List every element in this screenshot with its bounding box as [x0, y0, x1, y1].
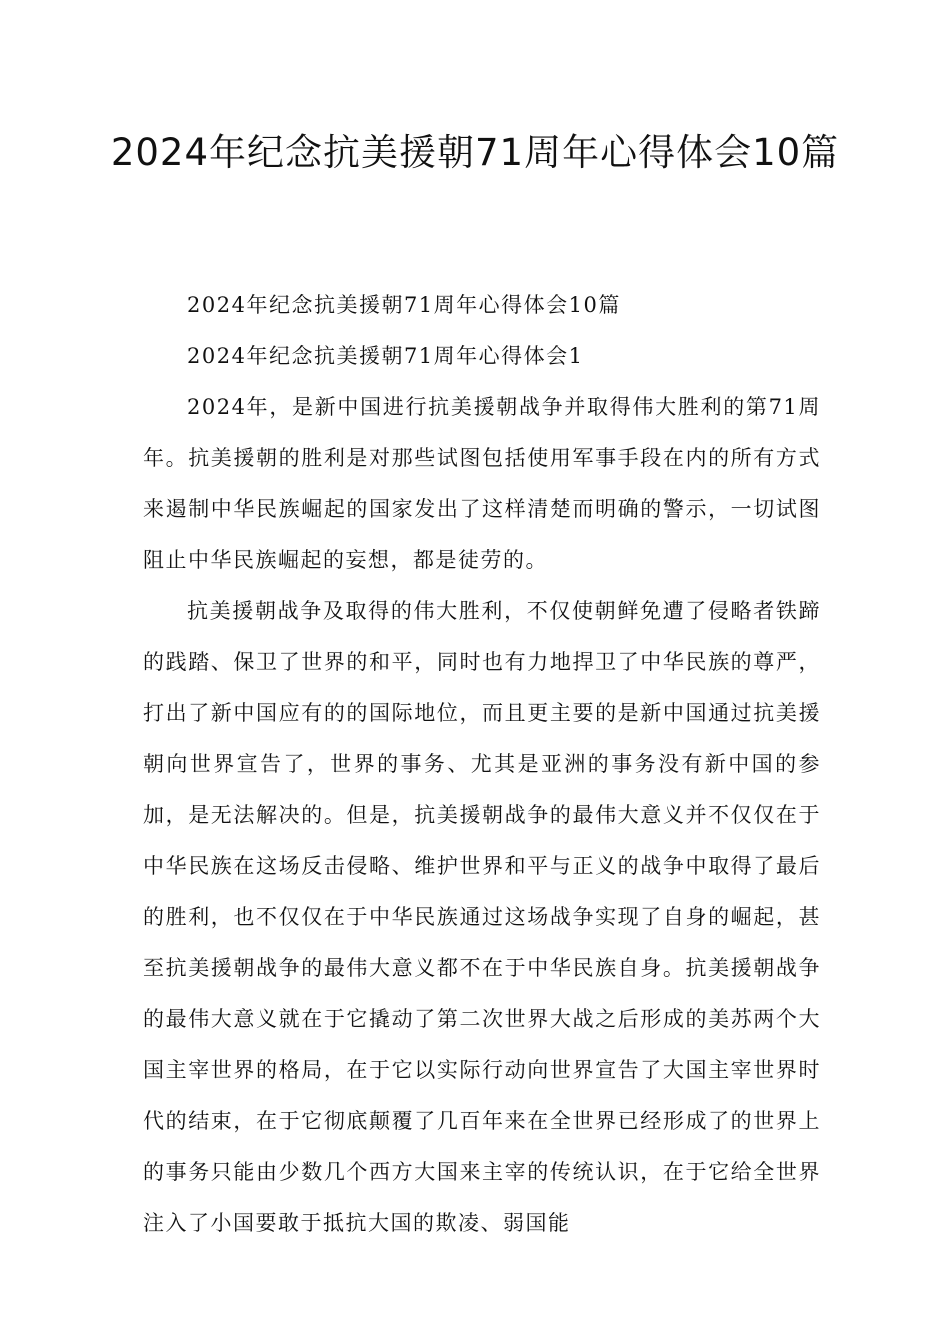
paragraph: 抗美援朝战争及取得的伟大胜利，不仅使朝鲜免遭了侵略者铁蹄的践踏、保卫了世界的和平，同时也有力地捍卫了中华民族的尊严，打出了新中国应有的的国际地位，而且更主要的是新中国通过抗美援朝向世界宣告了，世界的事务、尤其是亚洲的事务没有新中国的参加，是无法解决的。但是，抗美援朝战争的最伟大意义并不仅仅在于中华民族在这场反击侵略、维护世界和平与正义的战争中取得了最后的胜利，也不仅仅在于中华民族通过这场战争实现了自身的崛起，甚至抗美援朝战争的最伟大意义都不在于中华民族自身。抗美援朝战争的最伟大意义就在于它撬动了第二次世界大战之后形成的美苏两个大国主宰世界的格局，在于它以实际行动向世界宣告了大国主宰世界时代的结束，在于它彻底颠覆了几百年来在全世界已经形成了的世界上的事务只能由少数几个西方大国来主宰的传统认识，在于它给全世界注入了小国要敢于抵抗大国的欺凌、弱国能: [143, 599, 821, 1235]
paragraph: 2024年纪念抗美援朝71周年心得体会1: [187, 344, 584, 368]
document-body: [143, 280, 821, 1249]
paragraph: 2024年，是新中国进行抗美援朝战争并取得伟大胜利的第71周年。抗美援朝的胜利是对那些试图包括使用军事手段在内的所有方式来遏制中华民族崛起的国家发出了这样清楚而明确的警示，一切试图阻止中华民族崛起的妄想，都是徒劳的。: [143, 395, 821, 572]
paragraph: 2024年纪念抗美援朝71周年心得体会10篇: [187, 293, 621, 317]
document-title: 2024年纪念抗美援朝71周年心得体会10篇: [110, 131, 840, 174]
